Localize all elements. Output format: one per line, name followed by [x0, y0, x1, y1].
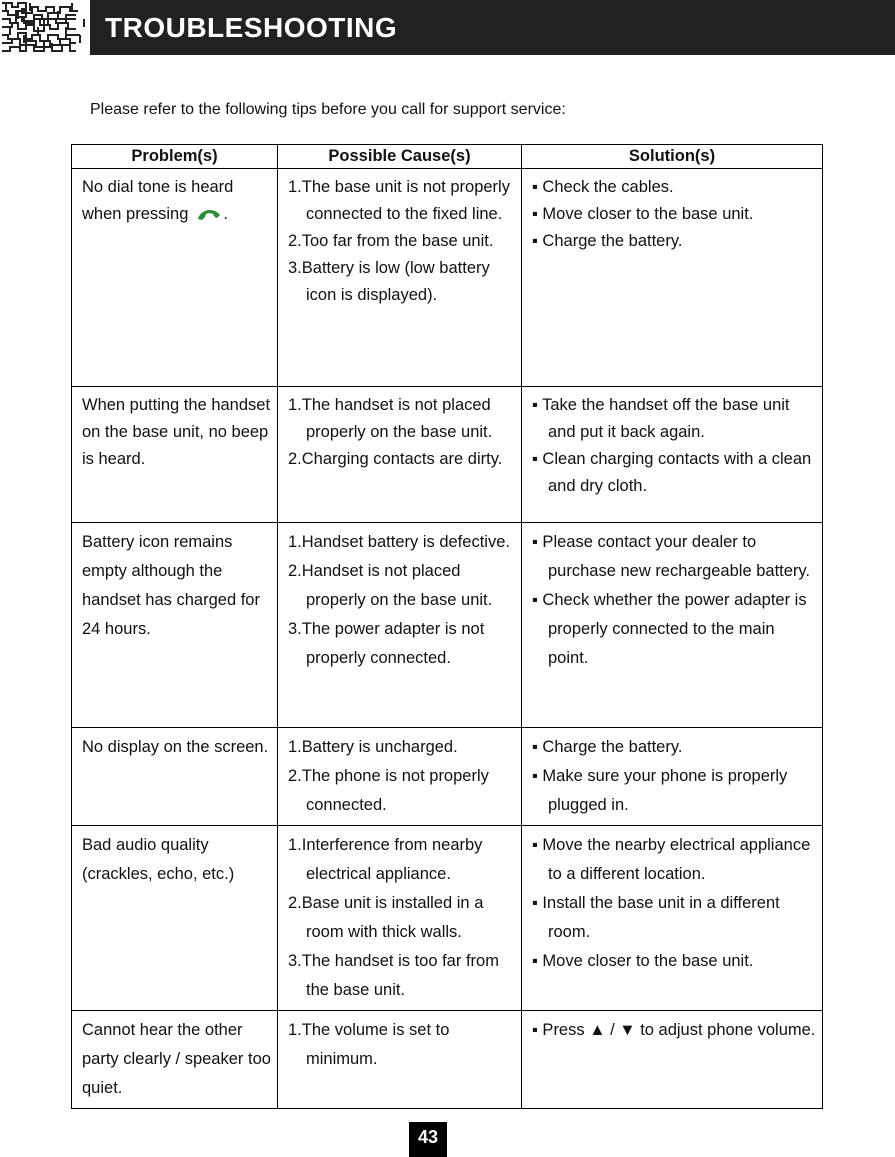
column-header-cause: Possible Cause(s) — [278, 145, 522, 169]
column-header-problem: Problem(s) — [72, 145, 278, 169]
solution-item: ▪ Press ▲ / ▼ to adjust phone volume. — [532, 1021, 816, 1039]
intro-text: Please refer to the following tips before you call for support service: — [90, 101, 566, 118]
solution-item: ▪ Please contact your dealer to purchase new rechargeable battery. — [532, 533, 811, 580]
solution-item: ▪ Make sure your phone is properly plugged in. — [532, 767, 788, 814]
page-title: TROUBLESHOOTING — [105, 12, 398, 43]
header-bar — [0, 0, 895, 55]
cause-item: 1.The base unit is not properly connected to the fixed line. — [288, 178, 510, 223]
cause-item: 2.Charging contacts are dirty. — [288, 450, 503, 468]
solution-cell — [522, 1011, 823, 1109]
problem-text-period: . — [223, 205, 228, 223]
solution-item: ▪ Charge the battery. — [532, 738, 683, 756]
problem-text: No display on the screen. — [82, 738, 269, 756]
cause-item: 1.The handset is not placed properly on the base unit. — [288, 396, 493, 441]
cause-cell — [278, 728, 522, 826]
solution-item: ▪ Move closer to the base unit. — [532, 952, 754, 970]
solution-item: ▪ Move the nearby electrical appliance to a different location. — [532, 836, 811, 883]
column-header-solution: Solution(s) — [522, 145, 823, 169]
solution-item: ▪ Clean charging contacts with a clean and dry cloth. — [532, 450, 812, 495]
table-row — [72, 523, 823, 728]
table-row — [72, 169, 823, 387]
table-row — [72, 728, 823, 826]
cause-cell — [278, 169, 522, 387]
cause-item: 2.The phone is not properly connected. — [288, 767, 489, 814]
cause-item: 1.Handset battery is defective. — [288, 533, 510, 551]
cause-item: 1.The volume is set to minimum. — [288, 1021, 450, 1068]
cause-item: 2.Too far from the base unit. — [288, 232, 494, 250]
solution-cell — [522, 826, 823, 1011]
solution-cell — [522, 728, 823, 826]
troubleshooting-table — [71, 144, 823, 1109]
table-row — [72, 826, 823, 1011]
problem-text: No dial tone is heard — [82, 178, 234, 196]
solution-cell — [522, 169, 823, 387]
problem-cell — [72, 728, 278, 826]
problem-text: Battery icon remains empty although the handset has charged for 24 hours. — [82, 533, 260, 638]
cause-cell — [278, 523, 522, 728]
cause-item: 3.Battery is low (low battery icon is displayed). — [288, 259, 490, 304]
table-row — [72, 387, 823, 523]
problem-text: When putting the handset on the base unit, no beep is heard. — [82, 396, 271, 468]
cause-item: 1.Interference from nearby electrical appliance. — [288, 836, 483, 883]
cause-cell — [278, 1011, 522, 1109]
problem-cell — [72, 1011, 278, 1109]
cause-cell — [278, 826, 522, 1011]
page-number: 43 — [409, 1122, 447, 1157]
problem-text: Cannot hear the other party clearly / speaker too quiet. — [82, 1021, 271, 1097]
solution-item: ▪ Check the cables. — [532, 178, 674, 196]
problem-cell — [72, 169, 278, 387]
phone-talk-icon — [196, 207, 222, 223]
problem-text-cont — [82, 201, 271, 228]
problem-cell — [72, 523, 278, 728]
solution-item: ▪ Install the base unit in a different room. — [532, 894, 780, 941]
solution-item: ▪ Charge the battery. — [532, 232, 683, 250]
cause-item: 2.Base unit is installed in a room with thick walls. — [288, 894, 484, 941]
cause-item: 3.The handset is too far from the base unit. — [288, 952, 499, 999]
cause-item: 3.The power adapter is not properly connected. — [288, 620, 485, 667]
problem-text-part: when pressing — [82, 205, 189, 223]
problem-cell — [72, 387, 278, 523]
maze-pattern-icon — [0, 0, 90, 55]
solution-item: ▪ Take the handset off the base unit and put it back again. — [532, 396, 790, 441]
cause-cell — [278, 387, 522, 523]
cause-item: 1.Battery is uncharged. — [288, 738, 458, 756]
table-row — [72, 1011, 823, 1109]
table-header-row — [72, 145, 823, 169]
cause-item: 2.Handset is not placed properly on the base unit. — [288, 562, 493, 609]
solution-item: ▪ Check whether the power adapter is properly connected to the main point. — [532, 591, 807, 667]
problem-text: Bad audio quality (crackles, echo, etc.) — [82, 836, 235, 883]
solution-cell — [522, 387, 823, 523]
problem-cell — [72, 826, 278, 1011]
solution-item: ▪ Move closer to the base unit. — [532, 205, 754, 223]
solution-cell — [522, 523, 823, 728]
